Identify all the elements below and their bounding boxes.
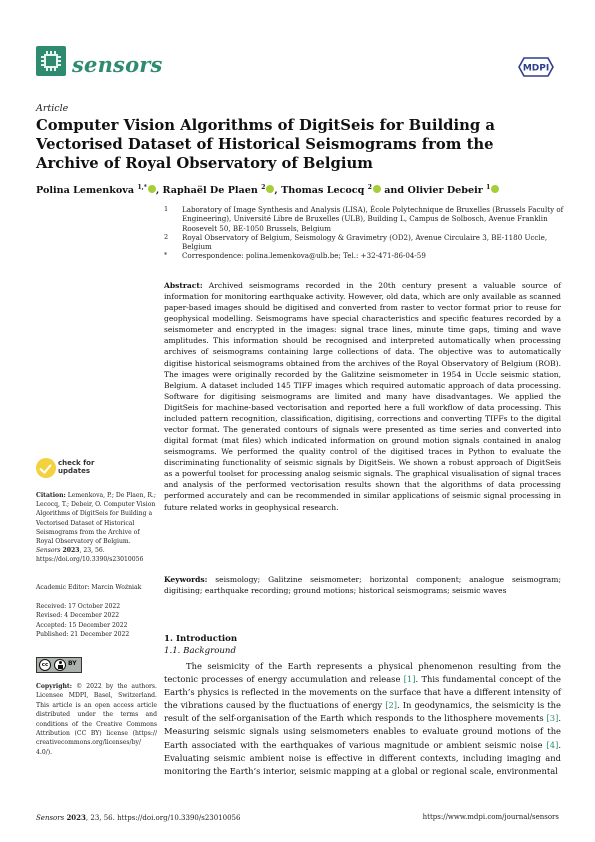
orcid-icon[interactable] <box>491 185 499 193</box>
citation-label: Citation: <box>36 492 66 499</box>
paragraph-text: . In geodynamics, the seismicity is the result of the self-organisation of the Earth which responds to the lithosphere movements <box>164 700 561 724</box>
copyright-text: © 2022 by the authors. Licensee MDPI, Basel, Switzerland. This article is an open access article distributed under the terms and conditions of the Creative Commons Attribution (CC BY) license (https:// creativecommons.org/licenses/by/ 4.0/). <box>36 683 157 756</box>
academic-editor: Academic Editor: Marcin Woźniak <box>36 584 142 591</box>
publisher-name: MDPI <box>522 63 550 74</box>
reference-link[interactable]: [3] <box>546 713 559 724</box>
footer-year: 2023 <box>66 813 86 822</box>
footer-journal-url[interactable]: https://www.mdpi.com/journal/sensors <box>422 813 559 821</box>
article-type: Article <box>36 103 69 114</box>
reference-link[interactable]: [1] <box>403 674 416 685</box>
check-for-updates-badge[interactable] <box>36 458 146 480</box>
section-heading: 1. Introduction <box>164 634 238 644</box>
keywords-label: Keywords: <box>164 575 208 584</box>
paragraph-text: . Evaluating seismic ambient noise is effective in different contexts, including imaging and monitoring the Earth’s interior, seismic mapping at a global or regional scale, environmental <box>164 739 561 776</box>
footer-journal: Sensors <box>36 814 65 822</box>
citation-doi[interactable]: , 23, 56. https://doi.org/10.3390/s23010056 <box>36 547 144 564</box>
copyright-label: Copyright: <box>36 683 72 690</box>
author-affil-mark: 2 <box>367 184 372 191</box>
orcid-icon[interactable] <box>266 185 274 193</box>
keywords-text: seismology; Galitzine seismometer; horizontal component; analogue seismogram; digitising; earthquake recording; ground motions; historical seismograms; seismic waves <box>164 575 561 595</box>
journal-name: sensors <box>72 52 163 77</box>
citation-text: Lemenkova, P.; De Plaen, R.; Lecocq, T.; Debeir, O. Computer Vision Algorithms of DigitSeis for Building a Vectorised Dataset of Historical Seismograms from the Archive of Royal Observatory of Belgium. <box>36 492 156 546</box>
author-affil-mark: 2 <box>261 184 266 191</box>
affiliation-item <box>164 233 564 252</box>
check-updates-line1: check for <box>58 459 95 467</box>
affiliation-text: Correspondence: polina.lemenkova@ulb.be; Tel.: +32-471-86-04-59 <box>182 251 426 261</box>
date-revised: Revised: 4 December 2022 <box>36 612 120 620</box>
paragraph-text: . This fundamental concept of the Earth’s physics is reflected in the movements on the surface that have a different intensity of the vibrations caused by the fluctuations of energy <box>164 674 561 711</box>
affiliation-mark: * <box>164 251 168 260</box>
date-accepted: Accepted: 15 December 2022 <box>36 621 128 629</box>
subsection-heading: 1.1. Background <box>164 646 236 656</box>
intro-paragraph <box>164 660 561 778</box>
date-received: Received: 17 October 2022 <box>36 603 121 610</box>
reference-link[interactable]: [2] <box>385 700 398 711</box>
journal-logo-icon <box>36 46 66 76</box>
abstract-text: Archived seismograms recorded in the 20th century present a valuable source of information for monitoring earthquake activity. However, old data, which are only available as scanned paper-based images should be digitised and converted from raster to vector format prior to reuse for geophysical modelling. Seismograms have special characteristics and specific features recorded by a seismometer and encrypted in the images: signal trace lines, minute time gaps, timing and wave amplitudes. This information should be recognised and interpreted automatically when processing archives of seismograms containing large collections of data. The objective was to automatically digitise historical seismograms obtained from the archives of the Royal Observatory of Belgium (ROB). The images were originally recorded by the Galitzine seismometer in 1954 in Uccle seismic station, Belgium. A dataset included 145 TIFF images which required automatic approach of data processing. Software for digitising seismograms are limited and many have disadvantages. We applied the DigitSeis for machine-based vectorisation and reported here a full workflow of data processing. This included pattern recognition, classification, digitising, corrections and converting TIFFs to the digital vector format. The generated contours of signals were presented as time series and converted into digital format (mat files) which indicated information on ground motion signals contained in analog seismograms. We performed the quality control of the digitised traces in Python to evaluate the discriminating functionality of seismic signals by DigitSeis. We shown a robust approach of DigitSeis as a powerful toolset for processing analog seismic signals. The graphical visualisation of signal traces and analysis of the performed vectorisation results shown that the algorithms of data processing performed accurately and can be recommended in similar applications of seismic signal processing in future related works in geophysical research. <box>164 281 561 512</box>
affiliations <box>164 205 564 261</box>
citation-journal: Sensors <box>36 547 61 555</box>
attribution-icon <box>54 659 66 671</box>
author-affil-mark: 1,* <box>137 184 147 191</box>
paper-title: Computer Vision Algorithms of DigitSeis for Building a Vectorised Dataset of Historical Seismograms from the Archive of Royal Observatory of Belgium <box>36 117 495 172</box>
authors-conjunction: and <box>384 185 405 197</box>
affiliation-text: Royal Observatory of Belgium, Seismology & Gravimetry (OD2), Avenue Circulaire 3, BE-1180 Uccle, Belgium <box>182 232 548 252</box>
check-updates-line2: updates <box>58 467 90 475</box>
footer-doi[interactable]: , 23, 56. https://doi.org/10.3390/s23010056 <box>85 814 241 822</box>
footer-citation <box>36 813 240 822</box>
affiliation-mark: 2 <box>164 232 169 241</box>
affiliation-text: Laboratory of Image Synthesis and Analysis (LISA), École Polytechnique de Bruxelles (Brussels Faculty of Engineering), Université Libre de Bruxelles (ULB), Building L, Campus de Solbosch, Avenue Franklin Roosevelt 50, BE-1050 Brussels, Belgium <box>182 205 564 233</box>
affiliation-item <box>164 205 564 233</box>
date-published: Published: 21 December 2022 <box>36 630 130 638</box>
orcid-icon[interactable] <box>148 185 156 193</box>
paragraph-text: The seismicity of the Earth represents a physical phenomenon resulting from the tectonic processes of energy accumulation and release <box>164 661 561 685</box>
mdpi-logo-icon <box>518 57 554 77</box>
publication-dates <box>36 602 129 639</box>
abstract-label: Abstract: <box>164 281 203 290</box>
abstract <box>164 280 561 513</box>
author-list: Polina Lemenkova $^{1,*}$ , Raphaël De Plaen $^2$ , Thomas Lecocq $^2$ and Olivier Debeir $^1$ <box>36 184 576 196</box>
author-affil-mark: 1 <box>486 184 491 191</box>
affiliation-mark: 1 <box>164 205 169 213</box>
author-name: Thomas Lecocq <box>281 185 365 197</box>
cc-by-license-icon[interactable] <box>36 657 82 673</box>
keywords <box>164 574 561 596</box>
check-updates-icon <box>36 458 56 478</box>
copyright-block <box>36 682 157 757</box>
citation-year: 2023 <box>62 547 80 555</box>
reference-link[interactable]: [4] <box>546 739 559 750</box>
citation-block <box>36 491 156 565</box>
paragraph-text: . Measuring seismic signals using seismometers enables to evaluate ground motions of the Earth associated with the earthquakes of various magnitude or ambient seismic noise <box>164 713 561 750</box>
cc-by-label: BY <box>68 660 77 667</box>
author-name: Olivier Debeir <box>407 185 483 197</box>
orcid-icon[interactable] <box>373 185 381 193</box>
affiliation-item <box>164 251 564 260</box>
author-name: Raphaël De Plaen <box>162 185 258 197</box>
creative-commons-icon: cc <box>39 659 51 671</box>
author-name: Polina Lemenkova <box>36 185 135 197</box>
